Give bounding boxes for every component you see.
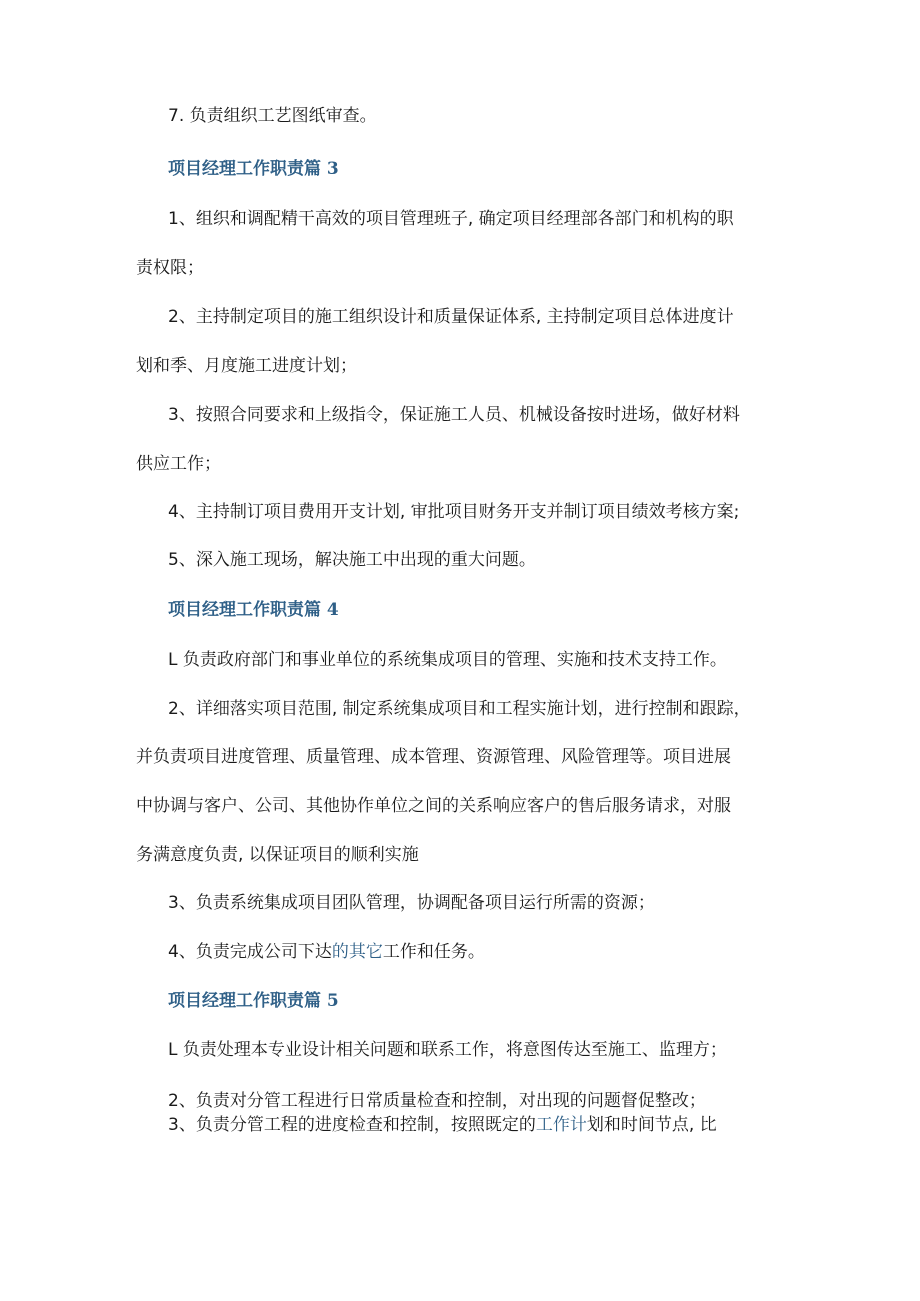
paragraph-line: 务满意度负责, 以保证项目的顺利实施 — [136, 845, 419, 865]
paragraph-line: 1、组织和调配精干高效的项目管理班子, 确定项目经理部各部门和机构的职 — [168, 209, 734, 229]
paragraph-line: 责权限； — [136, 258, 204, 278]
paragraph-line: 2、负责对分管工程进行日常质量检查和控制，对出现的问题督促整改； — [168, 1091, 706, 1111]
paragraph-line: 供应工作； — [136, 454, 221, 474]
paragraph-line: L 负责处理本专业设计相关问题和联系工作，将意图传达至施工、监理方； — [168, 1040, 727, 1060]
paragraph-line: 3、负责系统集成项目团队管理，协调配备项目运行所需的资源； — [168, 893, 655, 913]
paragraph-line: 2、详细落实项目范围, 制定系统集成项目和工程实施计划，进行控制和跟踪， — [168, 699, 751, 719]
intro-line: 7. 负责组织工艺图纸审查。 — [168, 106, 377, 126]
inline-link[interactable]: 工作计 — [535, 1115, 587, 1135]
paragraph-line: 并负责项目进度管理、质量管理、成本管理、资源管理、风险管理等。项目进展 — [136, 747, 731, 767]
text-segment: 4、负责完成公司下达 — [168, 942, 332, 962]
paragraph-line — [168, 1113, 717, 1137]
text-segment: 工作和任务。 — [382, 942, 485, 962]
section-heading-3: 项目经理工作职责篇 3 — [168, 159, 339, 179]
section-heading-5: 项目经理工作职责篇 5 — [168, 991, 339, 1011]
paragraph-line: 中协调与客户、公司、其他协作单位之间的关系响应客户的售后服务请求，对服 — [136, 796, 731, 816]
section-heading-4: 项目经理工作职责篇 4 — [168, 600, 339, 620]
text-segment: 划和时间节点, 比 — [586, 1115, 717, 1135]
paragraph-line: L 负责政府部门和事业单位的系统集成项目的管理、实施和技术支持工作。 — [168, 650, 727, 670]
inline-link[interactable]: 的其它 — [331, 942, 383, 962]
paragraph-line: 5、深入施工现场，解决施工中出现的重大问题。 — [168, 550, 536, 570]
paragraph-line: 2、主持制定项目的施工组织设计和质量保证体系, 主持制定项目总体进度计 — [168, 307, 734, 327]
paragraph-line: 划和季、月度施工进度计划； — [136, 356, 357, 376]
paragraph-line — [168, 940, 485, 964]
paragraph-line: 3、按照合同要求和上级指令，保证施工人员、机械设备按时进场，做好材料 — [168, 405, 740, 425]
paragraph-line: 4、主持制订项目费用开支计划, 审批项目财务开支并制订项目绩效考核方案; — [168, 502, 740, 522]
text-segment: 3、负责分管工程的进度检查和控制，按照既定的 — [168, 1115, 536, 1135]
